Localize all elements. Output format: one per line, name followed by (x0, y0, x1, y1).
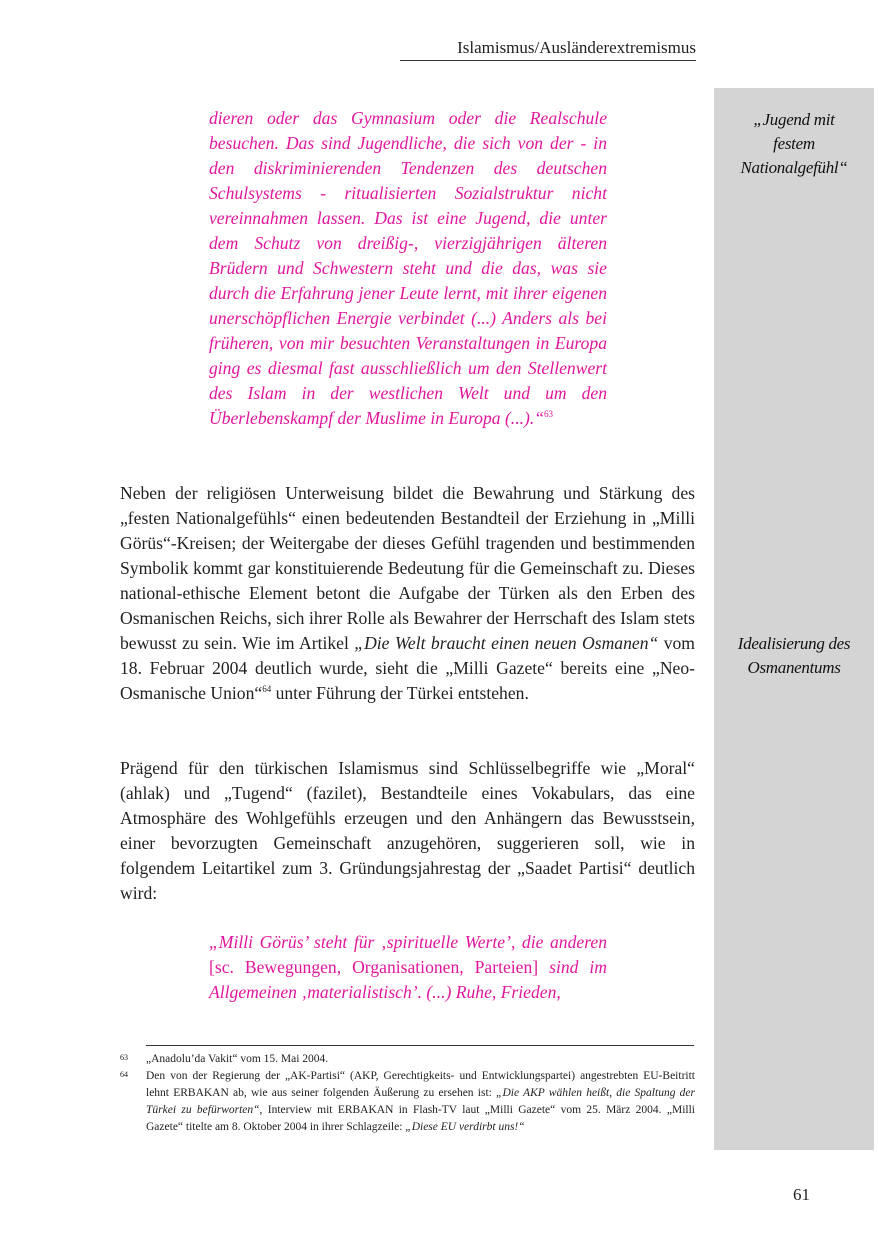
paragraph-text: unter Führung der Türkei entstehen. (271, 683, 529, 703)
quote-insert: [sc. Bewegungen, Organisationen, Parteien] (209, 957, 550, 977)
footnote-63 (120, 1051, 695, 1068)
margin-note-line: Osmanentums (747, 658, 841, 677)
quote-text: sind im Allgemeinen ‚materialistisch’. (...) Ruhe, Frieden, (209, 957, 607, 1002)
footnotes (120, 1051, 695, 1136)
margin-note-line: festem (773, 134, 815, 153)
margin-sidebar (714, 88, 874, 1150)
margin-note-line: „Jugend mit (753, 110, 835, 129)
footnote-rule (146, 1045, 694, 1046)
footnote-ref-64: 64 (262, 684, 272, 695)
margin-note-line: Nationalgefühl“ (740, 158, 848, 177)
footnote-ref-63: 63 (544, 409, 554, 420)
footnote-quote: „Die AKP wählen heißt, die Spaltung der Türkei zu befürworten“ (146, 1087, 695, 1116)
footnote-text: , Interview mit ERBAKAN in Flash-TV laut „Milli Gazete“ vom 25. März 2004. „Milli Gazete“ titelte am 8. Oktober 2004 in ihrer Schlagzeile: (146, 1104, 695, 1133)
running-header: Islamismus/Ausländerextremismus (400, 36, 696, 61)
footnote-text: Den von der Regierung der „AK-Partisi“ (AKP, Gerechtigkeits- und Entwicklungspartei) angestrebten EU-Beitritt lehnt ERBAKAN ab, wie aus seiner folgenden Äußerung zu ersehen ist: (146, 1070, 695, 1099)
block-quote-1 (209, 106, 607, 431)
margin-note-jugend (714, 108, 874, 180)
article-title: „Die Welt braucht einen neuen Osmanen“ (354, 633, 659, 653)
paragraph-text: vom 18. Februar 2004 deutlich wurde, sieht die „Milli Gazete“ bereits eine „Neo-Osmanische Union“ (120, 633, 695, 703)
block-quote-2 (209, 930, 607, 1005)
body-paragraph-1 (120, 481, 695, 706)
paragraph-text: Prägend für den türkischen Islamismus sind Schlüsselbegriffe wie „Moral“ (ahlak) und „Tugend“ (fazilet), Bestandteile eines Vokabulars, das eine Atmosphäre des Wohlgefühls erzeugen und den Anhängern das Bewusstsein, einer bevorzugten Gemeinschaft anzugehören, suggerieren soll, wie in folgendem Leitartikel zum 3. Gründungsjahrestag der „Saadet Partisi“ deutlich wird: (120, 758, 695, 903)
quote-text: dieren oder das Gymnasium oder die Realschule besuchen. Das sind Jugendliche, die sich von der - in den diskriminierenden Tendenzen des deutschen Schulsystems - ritualisierten Sozialstruktur nicht vereinnahmen lassen. Das ist eine Jugend, die unter dem Schutz von dreißig-, vierzigjährigen älteren Brüdern und Schwestern steht und die das, was sie durch die Erfahrung jener Leute lernt, mit ihrer eigenen unerschöpflichen Energie verbindet (...) Anders als bei früheren, von mir besuchten Veranstaltungen in Europa ging es diesmal fast ausschließlich um den Stellenwert des Islam in der westlichen Welt und um den Überlebenskampf der Muslime in Europa (...).“ (209, 108, 607, 428)
footnote-number: 64 (120, 1070, 128, 1079)
paragraph-text: Neben der religiösen Unterweisung bildet die Bewahrung und Stärkung des „festen Nationalgefühls“ einen bedeutenden Bestandteil der Erziehung in „Milli Görüs“-Kreisen; der Weitergabe der dieses Gefühl tragenden und bestimmenden Symbolik kommt gar konstituierende Bedeutung für die Gemeinschaft zu. Dieses national-ethische Element betont die Aufgabe der Türken als den Erben des Osmanischen Reichs, sich ihrer Rolle als Bewahrer der Herrschaft des Islam stets bewusst zu sein. Wie im Artikel (120, 483, 695, 653)
footnote-64 (120, 1068, 695, 1136)
footnote-text: „Anadolu’da Vakit“ vom 15. Mai 2004. (146, 1053, 329, 1065)
margin-note-osmanentum (714, 632, 874, 680)
page-number: 61 (793, 1185, 810, 1204)
footnote-quote: „Diese EU verdirbt uns!“ (405, 1121, 525, 1133)
margin-note-line: Idealisierung des (737, 634, 851, 653)
footnote-number: 63 (120, 1053, 128, 1062)
body-paragraph-2 (120, 756, 695, 906)
quote-text: „Milli Görüs’ steht für ‚spirituelle Werte’, die anderen (209, 932, 607, 952)
